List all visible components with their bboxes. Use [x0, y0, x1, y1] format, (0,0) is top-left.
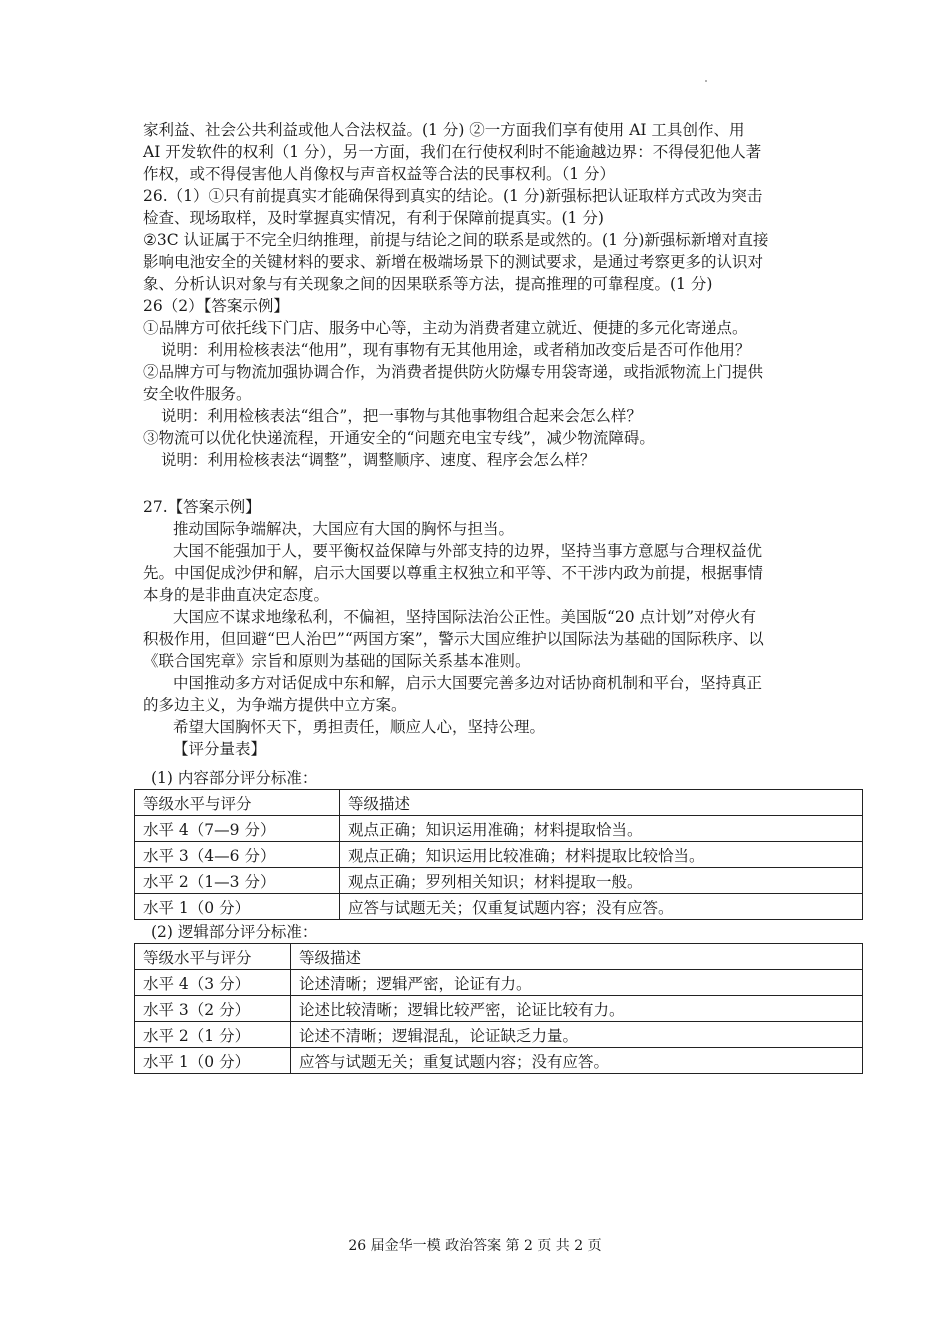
table-row — [135, 996, 863, 1022]
page-footer: 26 届金华一模 政治答案 第 2 页 共 2 页 — [348, 1238, 602, 1254]
description-cell: 观点正确；罗列相关知识；材料提取一般。 — [340, 868, 863, 894]
description-cell: 应答与试题无关；仅重复试题内容；没有应答。 — [340, 894, 863, 920]
level-cell: 水平 1（0 分） — [135, 1048, 291, 1074]
table-header-cell: 等级水平与评分 — [135, 944, 291, 970]
text-line: ③物流可以优化快递流程，开通安全的“问题充电宝专线”，减少物流障碍。 — [143, 429, 655, 447]
explanation-line: 说明：利用检核表法“组合”，把一事物与其他事物组合起来会怎么样？ — [161, 407, 642, 425]
level-cell: 水平 2（1 分） — [135, 1022, 291, 1048]
table2-label: (2) 逻辑部分评分标准： — [151, 923, 318, 941]
table-header-cell: 等级描述 — [340, 790, 863, 816]
explanation-line: 说明：利用检核表法“调整”，调整顺序、速度、程序会怎么样？ — [161, 451, 596, 469]
text-line: 检查、现场取样，及时掌握真实情况，有利于保障前提真实。(1 分) — [143, 209, 604, 227]
description-cell: 论述不清晰；逻辑混乱，论证缺乏力量。 — [291, 1022, 863, 1048]
level-cell: 水平 2（1—3 分） — [135, 868, 340, 894]
level-cell: 水平 3（2 分） — [135, 996, 291, 1022]
table-row — [135, 894, 863, 920]
level-cell: 水平 4（7—9 分） — [135, 816, 340, 842]
text-line: 大国不能强加于人，要平衡权益保障与外部支持的边界，坚持当事方意愿与合理权益优 — [173, 542, 763, 560]
table-row — [135, 842, 863, 868]
q26-2-heading: 26（2）【答案示例】 — [143, 297, 289, 315]
text-line: 作权，或不得侵害他人肖像权与声音权益等合法的民事权利。（1 分） — [143, 165, 616, 183]
table-row — [135, 868, 863, 894]
text-line: 安全收件服务。 — [143, 385, 252, 403]
text-line: ②品牌方可与物流加强协调合作，为消费者提供防火防爆专用袋寄递，或指派物流上门提供 — [143, 363, 764, 381]
text-line: ②3C 认证属于不完全归纳推理，前提与结论之间的联系是或然的。(1 分)新强标新增对直接 — [143, 231, 769, 249]
level-cell: 水平 3（4—6 分） — [135, 842, 340, 868]
text-line: 的多边主义，为争端方提供中立方案。 — [143, 696, 407, 714]
table-row — [135, 1048, 863, 1074]
q26-1-heading: 26.（1）①只有前提真实才能确保得到真实的结论。(1 分)新强标把认证取样方式改为突击 — [143, 187, 763, 205]
table-header-row — [135, 790, 863, 816]
table-header-cell: 等级描述 — [291, 944, 863, 970]
scan-dot — [705, 80, 707, 82]
text-line: ①品牌方可依托线下门店、服务中心等，主动为消费者建立就近、便捷的多元化寄递点。 — [143, 319, 748, 337]
description-cell: 论述清晰；逻辑严密，论证有力。 — [291, 970, 863, 996]
text-line: 积极作用，但回避“巴人治巴”“两国方案”，警示大国应维护以国际法为基础的国际秩序、以 — [143, 630, 764, 648]
level-cell: 水平 4（3 分） — [135, 970, 291, 996]
content-rubric-table — [134, 789, 863, 920]
q27-heading: 27.【答案示例】 — [143, 498, 261, 516]
text-line: 影响电池安全的关键材料的要求、新增在极端场景下的测试要求，是通过考察更多的认识对 — [143, 253, 764, 271]
table-header-row — [135, 944, 863, 970]
explanation-line: 说明：利用检核表法“他用”，现有事物有无其他用途，或者稍加改变后是否可作他用？ — [161, 341, 751, 359]
table-row — [135, 970, 863, 996]
text-line: 《联合国宪章》宗旨和原则为基础的国际关系基本准则。 — [143, 652, 531, 670]
text-line: 本身的是非曲直决定态度。 — [143, 586, 330, 604]
description-cell: 观点正确；知识运用比较准确；材料提取比较恰当。 — [340, 842, 863, 868]
description-cell: 论述比较清晰；逻辑比较严密，论证比较有力。 — [291, 996, 863, 1022]
table-row — [135, 1022, 863, 1048]
table-header-cell: 等级水平与评分 — [135, 790, 340, 816]
description-cell: 应答与试题无关；重复试题内容；没有应答。 — [291, 1048, 863, 1074]
text-line: 中国推动多方对话促成中东和解，启示大国要完善多边对话协商机制和平台，坚持真正 — [173, 674, 763, 692]
answer-text-q27 — [143, 496, 823, 760]
text-line: 象、分析认识对象与有关现象之间的因果联系等方法，提高推理的可靠程度。(1 分) — [143, 275, 713, 293]
table1-label: (1) 内容部分评分标准： — [151, 769, 318, 787]
text-line: 大国应不谋求地缘私利，不偏袒，坚持国际法治公正性。美国版“20 点计划”对停火有 — [173, 608, 757, 626]
answer-text-top — [143, 119, 823, 471]
text-line: 家利益、社会公共利益或他人合法权益。(1 分) ②一方面我们享有使用 AI 工具创作、用 — [143, 121, 745, 139]
level-cell: 水平 1（0 分） — [135, 894, 340, 920]
text-line: AI 开发软件的权利（1 分），另一方面，我们在行使权利时不能逾越边界：不得侵犯他人著 — [143, 143, 762, 161]
text-line: 推动国际争端解决，大国应有大国的胸怀与担当。 — [173, 520, 515, 538]
table-row — [135, 816, 863, 842]
logic-rubric-table — [134, 943, 863, 1074]
text-line: 先。中国促成沙伊和解，启示大国要以尊重主权独立和平等、不干涉内政为前提，根据事情 — [143, 564, 764, 582]
rubric-heading: 【评分量表】 — [173, 740, 267, 758]
description-cell: 观点正确；知识运用准确；材料提取恰当。 — [340, 816, 863, 842]
text-line: 希望大国胸怀天下，勇担责任，顺应人心，坚持公理。 — [173, 718, 546, 736]
